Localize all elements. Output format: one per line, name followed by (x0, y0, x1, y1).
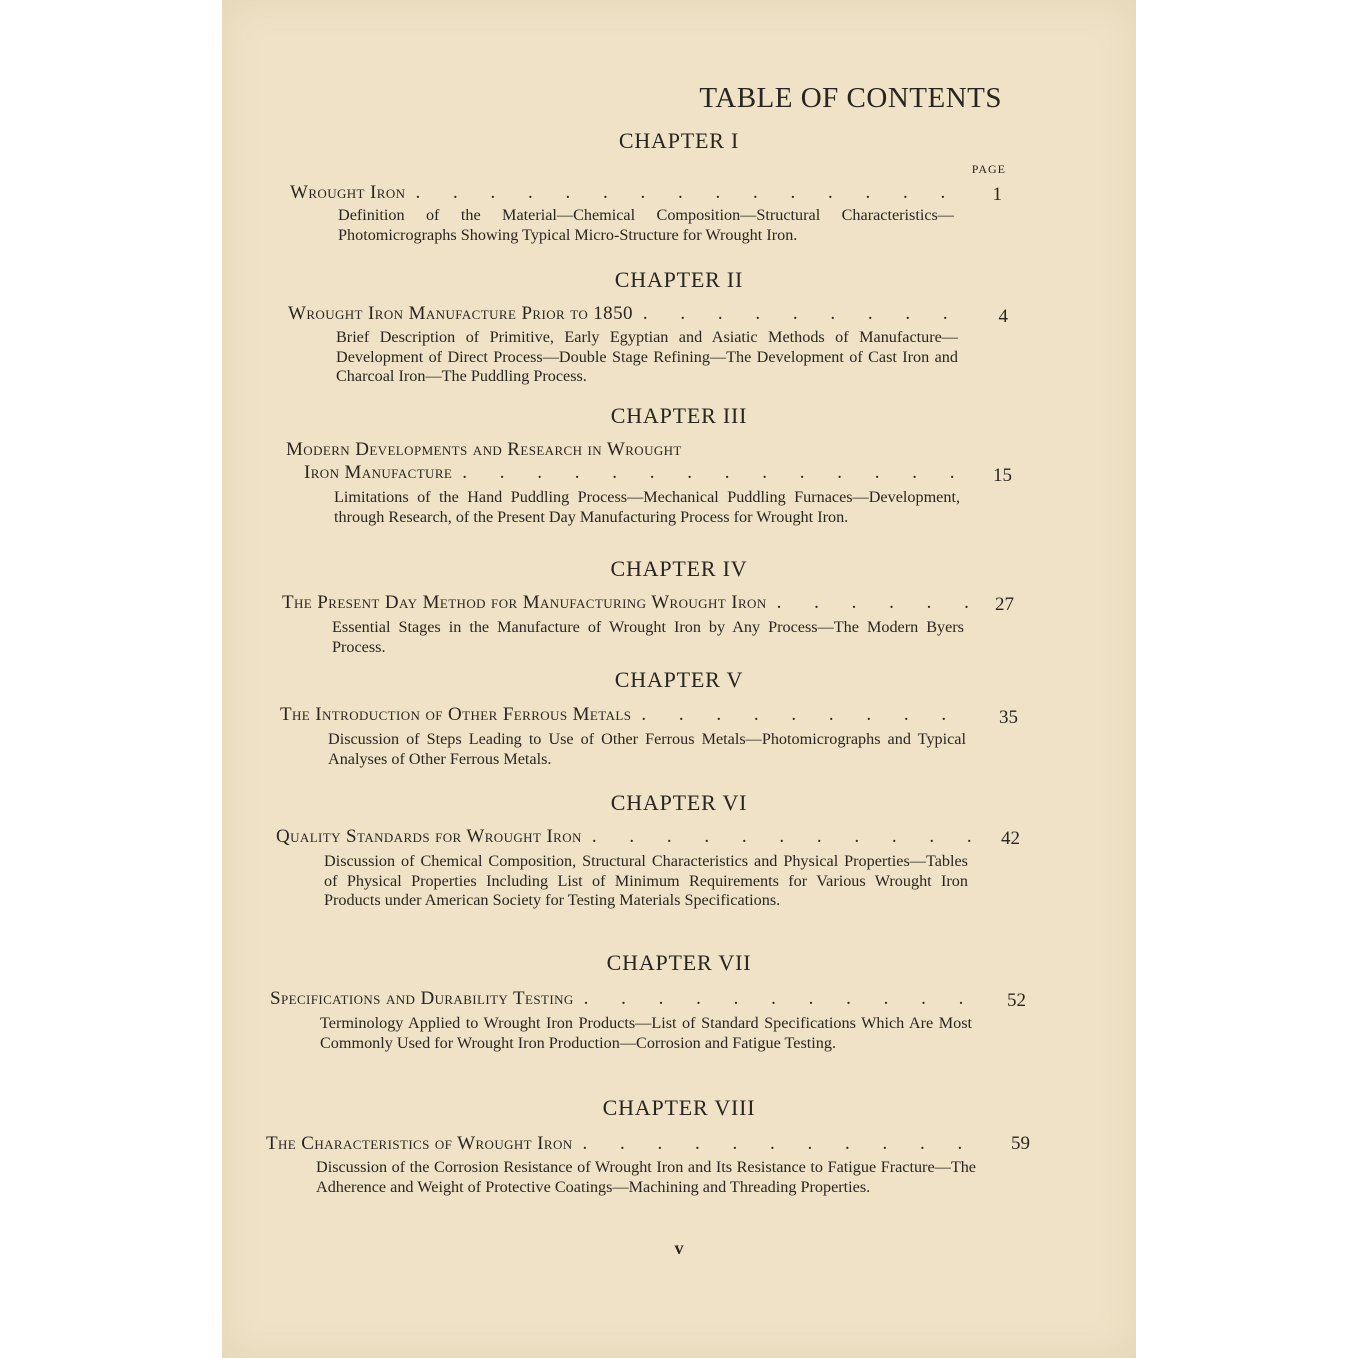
entry-page-number: 15 (993, 465, 1012, 486)
entry-page-number: 59 (1011, 1133, 1030, 1154)
chapter-heading: CHAPTER VIII (602, 1095, 756, 1120)
toc-entry (270, 988, 978, 1010)
entry-title: Quality Standards for Wrought Iron (276, 826, 582, 847)
chapter-heading: CHAPTER VII (606, 950, 752, 975)
entry-description: Limitations of the Hand Puddling Process—Mechanical Puddling Furnaces—Development, through Research, of the Present Day Manufacturing Process for Wrought Iron. (334, 488, 960, 526)
entry-description: Discussion of Steps Leading to Use of Other Ferrous Metals—Photomicrographs and Typical Analyses of Other Ferrous Metals. (328, 730, 966, 768)
chapter-heading: CHAPTER III (610, 403, 748, 428)
entry-title: The Characteristics of Wrought Iron (266, 1133, 573, 1154)
toc-entry (280, 704, 974, 726)
dot-leader (415, 182, 970, 204)
entry-description: Brief Description of Primitive, Early Egyptian and Asiatic Methods of Manufacture—Development of Direct Process—Double Stage Refining—The Development of Cast Iron and Charcoal Iron—The Puddling Process. (336, 328, 958, 385)
book-page (222, 0, 1136, 1358)
entry-page-number: 4 (998, 306, 1008, 327)
dot-leader (592, 826, 976, 848)
entry-title: Specifications and Durability Testing (270, 988, 574, 1009)
entry-title: Wrought Iron (290, 182, 406, 203)
page-column-label: PAGE (971, 162, 1006, 176)
toc-entry (266, 1133, 982, 1155)
entry-page-number: 42 (1001, 828, 1020, 849)
entry-title: Iron Manufacture (304, 462, 453, 483)
toc-entry (286, 439, 886, 461)
entry-description: Terminology Applied to Wrought Iron Products—List of Standard Specifications Which Are Most Commonly Used for Wrought Iron Production—Corrosion and Fatigue Testing. (320, 1014, 972, 1052)
chapter-heading: CHAPTER I (618, 128, 740, 153)
dot-leader (777, 592, 972, 614)
entry-description: Discussion of Chemical Composition, Structural Characteristics and Physical Properties—Tables of Physical Properties Including List of Minimum Requirements for Various Wrought Iron Products under American Society for Testing Materials Specifications. (324, 852, 968, 909)
entry-title: The Introduction of Other Ferrous Metals (280, 704, 632, 725)
toc-entry (276, 826, 976, 848)
page-title: TABLE OF CONTENTS (699, 82, 1002, 114)
entry-page-number: 35 (999, 707, 1018, 728)
chapter-heading: CHAPTER VI (610, 790, 748, 815)
chapter-heading: CHAPTER IV (610, 556, 748, 581)
dot-leader (462, 462, 976, 484)
toc-entry (304, 462, 976, 484)
chapter-heading: CHAPTER V (614, 667, 744, 692)
toc-entry (288, 303, 972, 325)
entry-title: Modern Developments and Research in Wrought (286, 439, 682, 460)
entry-description: Essential Stages in the Manufacture of Wrought Iron by Any Process—The Modern Byers Process. (332, 618, 964, 656)
entry-page-number: 52 (1007, 990, 1026, 1011)
entry-description: Definition of the Material—Chemical Composition—Structural Characteristics—Photomicrographs Showing Typical Micro-Structure for Wrought Iron. (338, 206, 954, 244)
entry-page-number: 27 (995, 594, 1014, 615)
toc-entry (290, 182, 970, 204)
entry-title: The Present Day Method for Manufacturing Wrought Iron (282, 592, 767, 613)
dot-leader (583, 1133, 982, 1155)
entry-description: Discussion of the Corrosion Resistance of Wrought Iron and Its Resistance to Fatigue Fracture—The Adherence and Weight of Protective Coatings—Machining and Threading Properties. (316, 1158, 976, 1196)
entry-title: Wrought Iron Manufacture Prior to 1850 (288, 303, 633, 324)
toc-entry (282, 592, 972, 614)
dot-leader (584, 988, 978, 1010)
folio-page-number: v (674, 1238, 684, 1258)
chapter-heading: CHAPTER II (614, 267, 744, 292)
entry-page-number: 1 (992, 184, 1002, 205)
dot-leader (643, 303, 972, 325)
dot-leader (641, 704, 974, 726)
